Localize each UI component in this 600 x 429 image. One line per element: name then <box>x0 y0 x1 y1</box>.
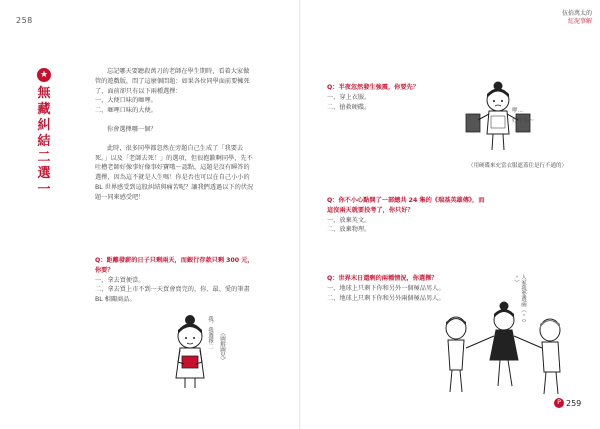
answer-option: 二、地球上只剩下你和另外兩個極品男人。 <box>327 294 445 302</box>
answer-option: 一、穿上衣服。 <box>327 93 371 101</box>
paragraph: 你會選擇哪一個？ <box>107 125 157 133</box>
star-icon: ★ <box>37 68 51 82</box>
paragraph: 此時，很多同學都忽然在旁題自己生成了「我要去死。」以及「老師去死！」的選項，但很抱歉啊同學，先不吐槽老師好像事好像事好寶哦～認點，這題是沒有瞬答的選擇，因為這不就是人生嗎！你是否也可以在自己小小的 BL 世界感受到這股糾結與痛苦呢？讓我們透過以下的伏況題一同來感受吧！ <box>95 144 254 201</box>
girl-with-book-illustration <box>140 312 260 392</box>
chapter-title-text <box>36 86 52 198</box>
chapter-title-char: 結 <box>37 134 51 149</box>
running-header <box>520 10 592 26</box>
page-gutter <box>299 0 301 429</box>
answer-option: 一、地球上只剩下你和另外一個極品男人。 <box>327 284 445 292</box>
question-text: Q：距離發薪的日子只剩兩天，而銀行存款只剩 300 元，你要？ <box>95 257 254 274</box>
figure-caption: （用硬碟來充當衣服遮蓋住是行不通的） <box>468 163 568 169</box>
question-block-3 <box>327 196 487 235</box>
header-line: 伍拾萬太的 <box>561 10 592 17</box>
paragraph: 忘記哪天要聽殺萬刀的老師在學生期時，看着大家做管的遊戲版，問了這麼個問題：如果各位同學面前要擁死了，面前卻只有以下兩種選擇： <box>95 68 250 95</box>
question-text: Q：你不小心點開了一部總共 24 集的《瑞基英雄傳》，而這沒兩天就要投考了，你只好？ <box>327 197 485 214</box>
speech-bubble-prefix: 咿… <box>512 108 524 114</box>
question-block-1 <box>95 256 255 305</box>
chapter-title-char: 選 <box>37 166 51 181</box>
answer-option: 一、拿去買便當。 <box>95 276 145 284</box>
chapter-title-char: 一 <box>37 182 51 197</box>
speech-bubble-text: 好可怕～ <box>512 118 535 124</box>
header-line: 紅泥事解 <box>567 18 592 25</box>
answer-option: 一、放棄英文。 <box>327 216 371 224</box>
paragraph: 一、大便口味的咖哩。 <box>95 97 157 105</box>
question-text: Q：半夜忽然發生強震，你要先？ <box>327 84 419 91</box>
chapter-title-char: 藏 <box>37 102 51 117</box>
three-figures-dancing-illustration <box>428 300 580 400</box>
chapter-title-char: 糾 <box>37 118 51 133</box>
intro-text <box>95 67 255 203</box>
answer-option: 二、放棄物理。 <box>327 226 371 234</box>
right-page-number: 259 <box>566 398 582 408</box>
chapter-title-char: 二 <box>37 150 51 165</box>
chapter-title-char: 無 <box>37 86 51 101</box>
question-text: Q：世界末日還剩的兩種情況，你選擇？ <box>327 275 438 282</box>
page-badge-icon: P <box>554 398 564 408</box>
question-block-2 <box>327 83 467 112</box>
answer-option: 二、拿去買上市不到一天買會賣完的，你、最、愛的筆畫 BL 相關商品。 <box>95 286 250 304</box>
paragraph: 二、咖哩口味的大便。 <box>95 107 157 115</box>
speech-bubble-text: 人家我要選兩（＾ｏ＾） <box>513 274 526 324</box>
speech-bubble-text: 我，我選擇二 <box>207 316 213 349</box>
figure-caption: （圖解圖兒） <box>219 330 225 363</box>
right-page-number-area <box>554 398 581 408</box>
question-block-4 <box>327 274 507 303</box>
answer-option: 二、搶救硬碟。 <box>327 103 371 111</box>
chapter-side-title <box>36 68 52 198</box>
left-page-number: 258 <box>16 16 33 25</box>
